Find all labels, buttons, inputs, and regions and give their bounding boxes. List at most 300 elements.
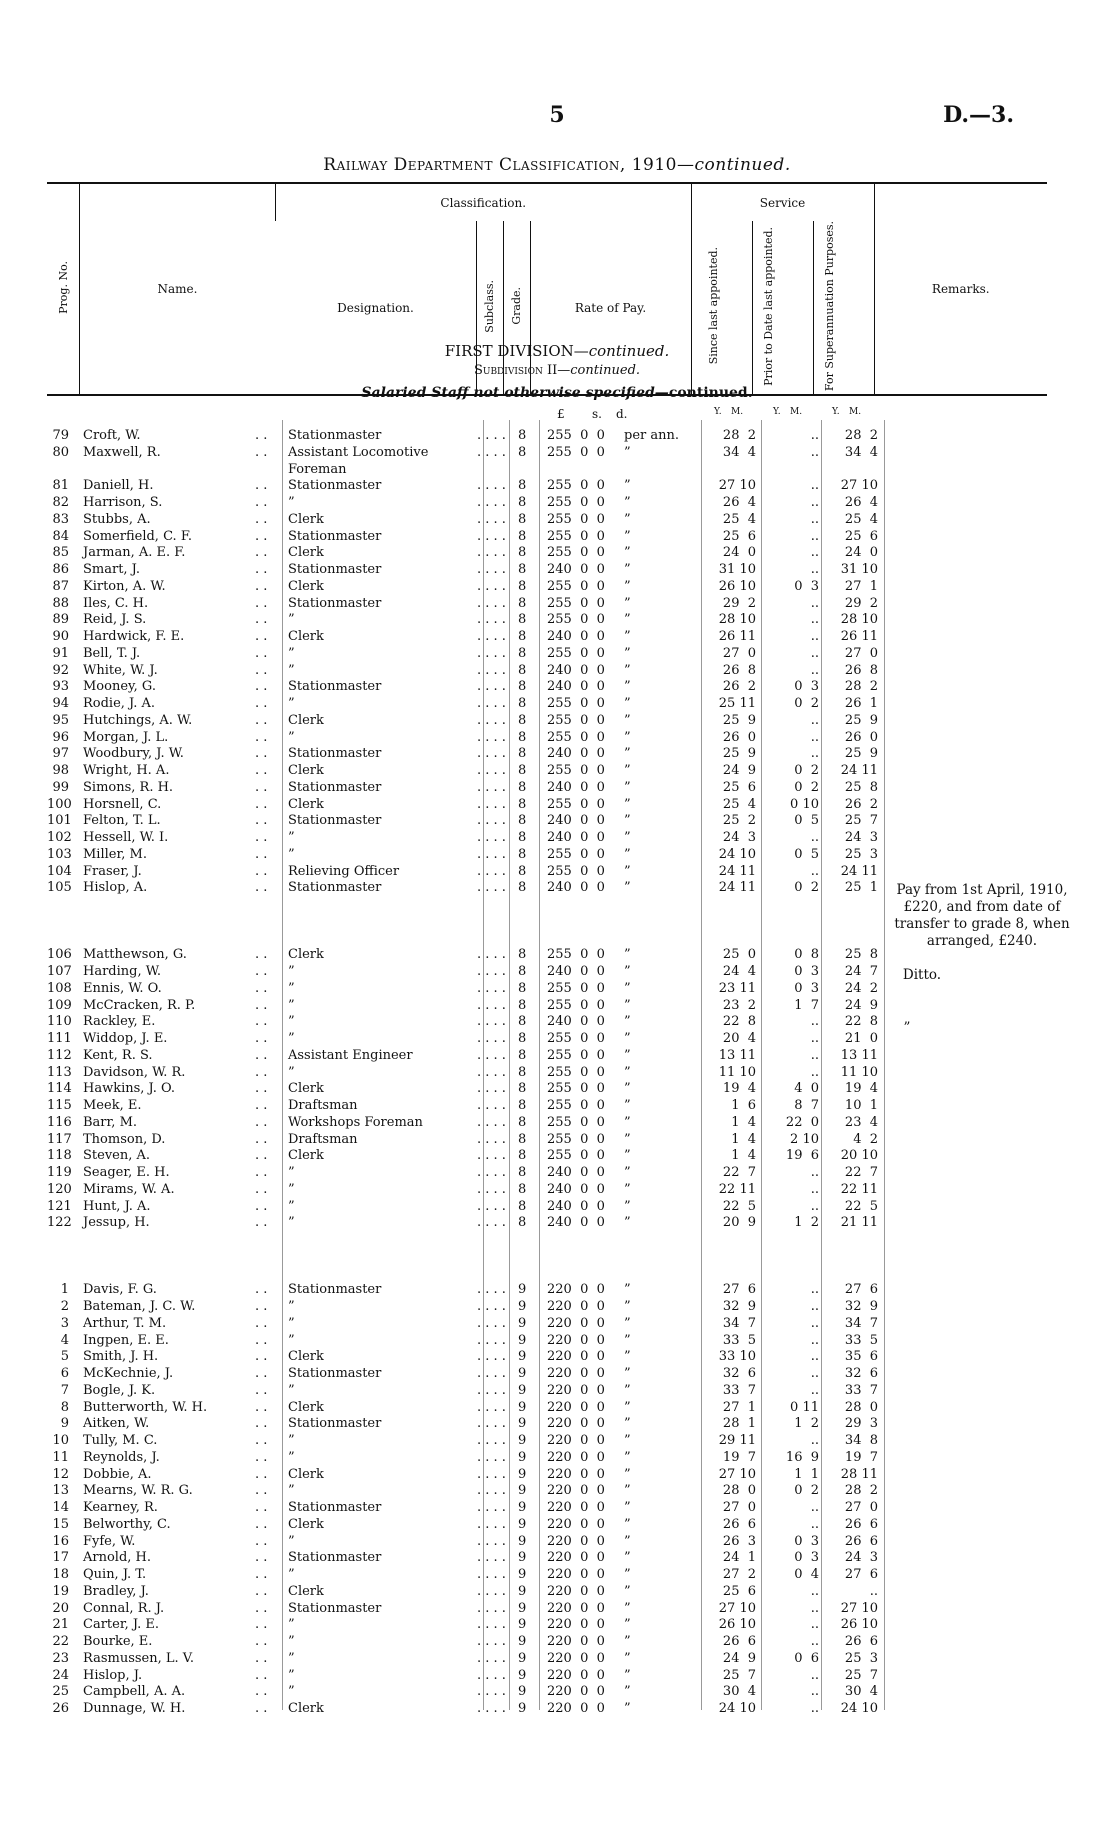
grade: 8 <box>518 662 527 678</box>
table-row <box>47 1634 1107 1651</box>
staff-name: Fraser, J. <box>83 863 142 879</box>
rate-of-pay: 220 0 0 <box>547 1433 605 1448</box>
designation: Draftsman <box>288 1098 358 1113</box>
grade: 8 <box>518 1064 527 1080</box>
leader-dots: . . <box>255 1031 268 1046</box>
designation: Clerk <box>288 1466 324 1482</box>
service-since-last: 1 6 <box>731 1098 756 1113</box>
rate-of-pay: 220 0 0 <box>547 1349 605 1365</box>
service-since-last: 25 4 <box>722 796 756 812</box>
pay-period: ” <box>624 1031 631 1046</box>
designation: ” <box>288 997 295 1013</box>
service-superannuation: 26 10 <box>840 1617 878 1633</box>
table-row <box>47 1316 1107 1333</box>
designation: Stationmaster <box>288 1282 382 1298</box>
leader-dots: . . . . <box>477 796 506 812</box>
service-superannuation: 21 11 <box>840 1215 878 1231</box>
service-prior: .. <box>810 662 819 678</box>
leader-dots: . . <box>255 1148 268 1164</box>
leader-dots: . . . . <box>477 712 506 728</box>
prog-no: 4 <box>60 1332 69 1348</box>
col-prog-no: Prog. No. <box>56 261 70 314</box>
staff-name: Mirams, W. A. <box>83 1181 175 1197</box>
service-since-last: 1 4 <box>731 1131 756 1147</box>
service-prior: .. <box>810 1701 819 1716</box>
designation: Clerk <box>288 1516 324 1532</box>
rate-of-pay: 255 0 0 <box>547 1114 605 1130</box>
rate-of-pay: 255 0 0 <box>547 444 605 460</box>
pay-period: ” <box>624 1433 631 1448</box>
service-since-last: 27 10 <box>718 1600 756 1616</box>
grade: 9 <box>518 1533 527 1549</box>
service-since-last: 25 6 <box>722 1583 756 1599</box>
table-row <box>47 612 1107 629</box>
designation: ” <box>288 1165 295 1180</box>
rate-of-pay: 220 0 0 <box>547 1466 605 1482</box>
grade: 8 <box>518 1014 527 1030</box>
service-since-last: 26 10 <box>718 1617 756 1633</box>
col-remarks: Remarks. <box>874 183 1047 395</box>
pay-period: ” <box>624 779 631 795</box>
division-label: FIRST DIVISION— <box>444 342 589 360</box>
leader-dots: . . <box>255 1583 268 1599</box>
table-row <box>47 1400 1107 1417</box>
table-row <box>47 1199 1107 1216</box>
rate-of-pay: 220 0 0 <box>547 1567 605 1582</box>
service-since-last: 26 3 <box>722 1533 756 1549</box>
grade: 8 <box>518 562 527 577</box>
prog-no: 117 <box>47 1131 72 1147</box>
service-prior: .. <box>810 562 819 577</box>
prog-no: 18 <box>52 1567 69 1582</box>
leader-dots: . . <box>255 1701 268 1716</box>
designation: ” <box>288 1382 295 1398</box>
rate-of-pay: 240 0 0 <box>547 830 605 845</box>
table-row <box>47 646 1107 663</box>
grade: 8 <box>518 1181 527 1197</box>
leader-dots: . . <box>255 1684 268 1700</box>
service-prior: 0 5 <box>794 846 819 862</box>
prog-no: 115 <box>47 1098 72 1113</box>
staff-name: Seager, E. H. <box>83 1165 170 1180</box>
service-since-last: 26 6 <box>722 1634 756 1649</box>
designation: Clerk <box>288 511 324 527</box>
table-row <box>47 1182 1107 1199</box>
service-superannuation: 20 10 <box>840 1148 878 1164</box>
leader-dots: . . <box>255 1064 268 1080</box>
staff-name: Somerfield, C. F. <box>83 528 192 544</box>
service-prior: .. <box>810 1684 819 1700</box>
designation: Clerk <box>288 763 324 778</box>
service-since-last: 24 10 <box>718 1701 756 1716</box>
designation: ” <box>288 1483 295 1499</box>
staff-name: Connal, R. J. <box>83 1600 165 1616</box>
service-prior: .. <box>810 1047 819 1063</box>
table-row <box>47 1366 1107 1383</box>
table-row <box>47 512 1107 529</box>
grade: 9 <box>518 1583 527 1599</box>
staff-name: Harding, W. <box>83 964 161 979</box>
staff-name: Morgan, J. L. <box>83 729 169 745</box>
grade: 9 <box>518 1416 527 1432</box>
leader-dots: . . . . <box>477 1533 506 1549</box>
grade: 8 <box>518 796 527 812</box>
service-superannuation: 24 0 <box>844 545 878 561</box>
pay-period: ” <box>624 980 631 996</box>
leader-dots: . . <box>255 662 268 678</box>
staff-name: Rackley, E. <box>83 1014 156 1030</box>
designation: Clerk <box>288 1583 324 1599</box>
service-superannuation: .. <box>869 1583 878 1599</box>
rate-of-pay: 220 0 0 <box>547 1634 605 1649</box>
page-title <box>0 155 1114 175</box>
service-since-last: 24 9 <box>722 763 756 778</box>
grade: 8 <box>518 746 527 762</box>
staff-name: Ingpen, E. E. <box>83 1332 169 1348</box>
staff-name: Bell, T. J. <box>83 645 141 661</box>
title-main: Railway Department Classification, 1910— <box>323 155 695 175</box>
service-since-last: 1 4 <box>731 1114 756 1130</box>
designation: Stationmaster <box>288 1366 382 1381</box>
service-superannuation: 19 7 <box>844 1449 878 1465</box>
service-prior: 1 2 <box>794 1416 819 1432</box>
service-prior: .. <box>810 1064 819 1080</box>
service-since-last: 25 11 <box>718 696 756 711</box>
service-since-last: 33 7 <box>722 1382 756 1398</box>
grade: 9 <box>518 1466 527 1482</box>
service-superannuation: 27 0 <box>844 1500 878 1515</box>
service-prior: 0 2 <box>794 696 819 711</box>
leader-dots: . . . . <box>477 1684 506 1700</box>
prog-no: 116 <box>47 1114 72 1130</box>
pay-period: ” <box>624 1181 631 1197</box>
staff-name: Smart, J. <box>83 562 141 577</box>
service-prior: 2 10 <box>790 1131 819 1147</box>
leader-dots: . . . . <box>477 1550 506 1566</box>
grade: 8 <box>518 1198 527 1214</box>
service-since-last: 24 11 <box>718 880 756 896</box>
leader-dots: . . <box>255 1600 268 1616</box>
leader-dots: . . . . <box>477 1516 506 1532</box>
prog-no: 6 <box>60 1366 69 1381</box>
rate-of-pay: 255 0 0 <box>547 696 605 711</box>
service-since-last: 20 4 <box>722 1031 756 1046</box>
grade: 8 <box>518 763 527 778</box>
service-since-last: 26 11 <box>718 629 756 644</box>
table-row <box>47 1450 1107 1467</box>
designation: ” <box>288 1064 295 1080</box>
rate-of-pay: 255 0 0 <box>547 595 605 611</box>
pay-period: ” <box>624 562 631 577</box>
pay-period: ” <box>624 545 631 561</box>
staff-label: Salaried Staff not otherwise specified— <box>361 385 669 401</box>
staff-name: Kent, R. S. <box>83 1047 153 1063</box>
staff-name: Thomson, D. <box>83 1131 166 1147</box>
pay-period: ” <box>624 1098 631 1113</box>
service-since-last: 26 6 <box>722 1516 756 1532</box>
service-superannuation: 26 2 <box>844 796 878 812</box>
division-italic: continued. <box>588 342 670 360</box>
staff-name: Smith, J. H. <box>83 1349 159 1365</box>
page-number: 5 <box>549 102 565 128</box>
table-row <box>47 1048 1107 1065</box>
table-row <box>47 830 1107 847</box>
service-superannuation: 27 0 <box>844 645 878 661</box>
leader-dots: . . <box>255 511 268 527</box>
service-prior: .. <box>810 746 819 762</box>
table-row <box>47 780 1107 797</box>
leader-dots: . . . . <box>477 545 506 561</box>
service-since-last: 29 11 <box>718 1433 756 1448</box>
pay-period: per ann. <box>624 428 679 443</box>
pay-period: ” <box>624 511 631 527</box>
unit-shillings: s. <box>592 407 602 421</box>
service-superannuation: 25 6 <box>844 528 878 544</box>
table-row <box>47 629 1107 646</box>
leader-dots: . . . . <box>477 1031 506 1046</box>
leader-dots: . . <box>255 1332 268 1348</box>
prog-no: 101 <box>47 813 72 829</box>
rate-of-pay: 240 0 0 <box>547 779 605 795</box>
leader-dots: . . <box>255 495 268 510</box>
designation: ” <box>288 980 295 996</box>
service-superannuation: 34 8 <box>844 1433 878 1448</box>
prog-no: 82 <box>52 495 69 510</box>
grade: 8 <box>518 645 527 661</box>
rate-of-pay: 240 0 0 <box>547 813 605 829</box>
service-superannuation: 10 1 <box>844 1098 878 1113</box>
grade: 9 <box>518 1667 527 1683</box>
col-prior-to-date: Prior to Date last appointed. <box>761 226 775 386</box>
leader-dots: . . . . <box>477 1131 506 1147</box>
leader-dots: . . <box>255 1181 268 1197</box>
leader-dots: . . . . <box>477 729 506 745</box>
rate-of-pay: 255 0 0 <box>547 947 605 963</box>
grade: 9 <box>518 1483 527 1499</box>
pay-period: ” <box>624 1600 631 1616</box>
service-superannuation: 24 7 <box>844 964 878 979</box>
designation: Stationmaster <box>288 478 382 494</box>
rate-of-pay: 220 0 0 <box>547 1416 605 1432</box>
prog-no: 102 <box>47 830 72 845</box>
grade: 9 <box>518 1516 527 1532</box>
service-since-last: 11 10 <box>718 1064 756 1080</box>
col-grade: Grade. <box>510 287 523 325</box>
pay-period: ” <box>624 1567 631 1582</box>
service-prior: 22 0 <box>785 1114 819 1130</box>
col-since-last: Since last appointed. <box>706 247 720 365</box>
designation: Stationmaster <box>288 528 382 544</box>
service-prior: .. <box>810 1617 819 1633</box>
staff-name: Croft, W. <box>83 428 141 443</box>
service-since-last: 28 1 <box>722 1416 756 1432</box>
leader-dots: . . . . <box>477 679 506 695</box>
pay-period: ” <box>624 1114 631 1130</box>
designation: ” <box>288 1215 295 1231</box>
table-row <box>47 1500 1107 1517</box>
leader-dots: . . <box>255 997 268 1013</box>
leader-dots: . . <box>255 629 268 644</box>
designation: Stationmaster <box>288 562 382 577</box>
staff-name: Widdop, J. E. <box>83 1031 168 1046</box>
service-since-last: 25 6 <box>722 528 756 544</box>
table-row <box>47 746 1107 763</box>
service-superannuation: 27 1 <box>844 578 878 594</box>
service-superannuation: 22 5 <box>844 1198 878 1214</box>
rate-of-pay: 240 0 0 <box>547 964 605 979</box>
leader-dots: . . . . <box>477 1650 506 1666</box>
service-prior: 0 10 <box>790 796 819 812</box>
leader-dots: . . . . <box>477 830 506 845</box>
document-reference: D.—3. <box>943 102 1014 128</box>
staff-name: Steven, A. <box>83 1148 151 1164</box>
service-superannuation: 28 0 <box>844 1399 878 1415</box>
staff-name: Simons, R. H. <box>83 779 174 795</box>
table-row <box>47 1601 1107 1618</box>
leader-dots: . . <box>255 1047 268 1063</box>
grade: 8 <box>518 729 527 745</box>
prog-no: 113 <box>47 1064 72 1080</box>
designation: Workshops Foreman <box>288 1114 423 1130</box>
staff-name: Bradley, J. <box>83 1583 149 1599</box>
leader-dots: . . <box>255 980 268 996</box>
service-prior: .. <box>810 478 819 494</box>
prog-no: 19 <box>52 1583 69 1599</box>
service-superannuation: 28 2 <box>844 679 878 695</box>
leader-dots: . . . . <box>477 779 506 795</box>
service-prior: .. <box>810 1165 819 1180</box>
staff-name: Carter, J. E. <box>83 1617 159 1633</box>
service-prior: 0 2 <box>794 779 819 795</box>
rate-of-pay: 255 0 0 <box>547 528 605 544</box>
leader-dots: . . <box>255 1382 268 1398</box>
staff-name: Daniell, H. <box>83 478 154 494</box>
designation: Foreman <box>288 461 347 477</box>
pay-period: ” <box>624 1449 631 1465</box>
rate-of-pay: 255 0 0 <box>547 645 605 661</box>
service-since-last: 27 0 <box>722 645 756 661</box>
leader-dots: . . . . <box>477 528 506 544</box>
prog-no: 14 <box>52 1500 69 1515</box>
designation: ” <box>288 662 295 678</box>
designation: Stationmaster <box>288 679 382 695</box>
leader-dots: . . <box>255 1617 268 1633</box>
pay-period: ” <box>624 495 631 510</box>
service-since-last: 26 8 <box>722 662 756 678</box>
designation: ” <box>288 1650 295 1666</box>
service-since-last: 33 10 <box>718 1349 756 1365</box>
table-row <box>47 763 1107 780</box>
service-prior: .. <box>810 528 819 544</box>
pay-period: ” <box>624 830 631 845</box>
table-row <box>47 545 1107 562</box>
leader-dots: . . . . <box>477 1500 506 1515</box>
leader-dots: . . . . <box>477 1181 506 1197</box>
leader-dots: . . <box>255 444 268 460</box>
staff-name: Reid, J. S. <box>83 612 147 628</box>
service-prior: 0 11 <box>790 1399 819 1415</box>
service-prior: .. <box>810 1299 819 1314</box>
prog-no: 83 <box>52 511 69 527</box>
prog-no: 97 <box>52 746 69 762</box>
leader-dots: . . <box>255 1466 268 1482</box>
leader-dots: . . . . <box>477 1399 506 1415</box>
service-prior: 1 2 <box>794 1215 819 1231</box>
prog-no: 15 <box>52 1516 69 1532</box>
service-superannuation: 27 10 <box>840 1600 878 1616</box>
leader-dots: . . <box>255 1299 268 1314</box>
service-since-last: 25 9 <box>722 746 756 762</box>
leader-dots: . . <box>255 1416 268 1432</box>
leader-dots: . . <box>255 729 268 745</box>
rate-of-pay: 255 0 0 <box>547 1098 605 1113</box>
designation: Assistant Engineer <box>288 1047 413 1063</box>
table-row <box>47 1467 1107 1484</box>
service-since-last: 27 10 <box>718 1466 756 1482</box>
staff-name: Bourke, E. <box>83 1634 153 1649</box>
rate-of-pay: 240 0 0 <box>547 746 605 762</box>
table-row <box>47 462 1107 479</box>
grade: 9 <box>518 1567 527 1582</box>
designation: ” <box>288 1684 295 1700</box>
pay-period: ” <box>624 1366 631 1381</box>
leader-dots: . . . . <box>477 947 506 963</box>
pay-period: ” <box>624 846 631 862</box>
rate-of-pay: 220 0 0 <box>547 1332 605 1348</box>
staff-name: Arnold, H. <box>83 1550 152 1566</box>
table-row <box>47 596 1107 613</box>
pay-period: ” <box>624 478 631 494</box>
rate-of-pay: 255 0 0 <box>547 1148 605 1164</box>
rate-of-pay: 220 0 0 <box>547 1299 605 1314</box>
prog-no: 1 <box>60 1282 69 1298</box>
designation: ” <box>288 1634 295 1649</box>
service-superannuation: 26 0 <box>844 729 878 745</box>
rate-of-pay: 240 0 0 <box>547 679 605 695</box>
rate-of-pay: 255 0 0 <box>547 545 605 561</box>
service-superannuation: 33 5 <box>844 1332 878 1348</box>
leader-dots: . . <box>255 1516 268 1532</box>
grade: 8 <box>518 964 527 979</box>
leader-dots: . . <box>255 1349 268 1365</box>
leader-dots: . . . . <box>477 1634 506 1649</box>
rate-of-pay: 255 0 0 <box>547 511 605 527</box>
leader-dots: . . <box>255 1650 268 1666</box>
leader-dots: . . . . <box>477 696 506 711</box>
table-row <box>47 1098 1107 1115</box>
staff-name: Tully, M. C. <box>83 1433 158 1448</box>
service-prior: 0 5 <box>794 813 819 829</box>
service-prior: 0 3 <box>794 1550 819 1566</box>
service-superannuation: 27 10 <box>840 478 878 494</box>
rate-of-pay: 255 0 0 <box>547 1047 605 1063</box>
service-since-last: 24 4 <box>722 964 756 979</box>
leader-dots: . . . . <box>477 763 506 778</box>
leader-dots: . . . . <box>477 1449 506 1465</box>
service-prior: 19 6 <box>785 1148 819 1164</box>
grade: 8 <box>518 428 527 443</box>
prog-no: 95 <box>52 712 69 728</box>
service-superannuation: 24 2 <box>844 980 878 996</box>
grade: 8 <box>518 712 527 728</box>
staff-name: Quin, J. T. <box>83 1567 147 1582</box>
leader-dots: . . <box>255 712 268 728</box>
col-rate-of-pay: Rate of Pay. <box>530 221 691 395</box>
prog-no: 103 <box>47 846 72 862</box>
service-superannuation: 32 6 <box>844 1366 878 1381</box>
service-prior: 0 8 <box>794 947 819 963</box>
leader-dots: . . . . <box>477 595 506 611</box>
